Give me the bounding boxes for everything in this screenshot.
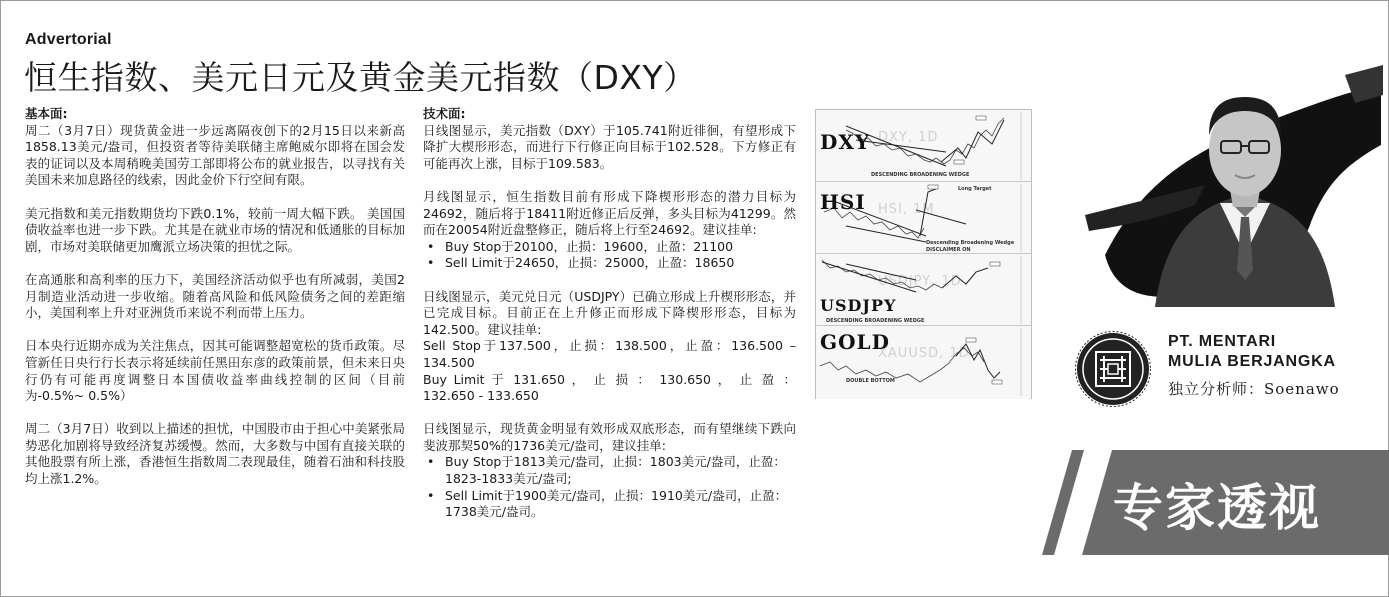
company-name: [1168, 332, 1336, 372]
order-item: • Sell Limit于24650，止损：25000，止盈：18650: [423, 255, 796, 272]
fundamentals-heading: 基本面:: [25, 106, 68, 121]
order-item: • Buy Stop于1813美元/盎司，止损：1803美元/盎司，止盈：1823-1833美元/盎司;: [423, 454, 796, 487]
order-item: • Buy Stop于20100，止损：19600，止盈：21100: [423, 239, 796, 256]
chart-note: DESCENDING BROADENING WEDGE: [826, 318, 925, 324]
chart-note: DESCENDING BROADENING WEDGE: [871, 172, 970, 178]
fundamentals-column: [25, 106, 405, 504]
chart-watermark: HSI, 1M: [878, 202, 935, 217]
kicker: Advertorial: [25, 31, 112, 48]
fundamentals-paragraph: 周二（3月7日）现货黄金进一步远离隔夜创下的2月15日以来新高1858.13美元/盎司，但投资者等待美联储主席鲍威尔即将在国会发表的证词以及本周稍晚美国劳工部即将公布的就业报告，以寻找有关美国未来加息路径的线索，因此金价下行空间有限。: [25, 122, 405, 188]
usdjpy-chart: [816, 254, 1031, 326]
chart-note: DOUBLE BOTTOM: [846, 378, 895, 384]
gold-orders: [423, 454, 796, 520]
fundamentals-paragraph: 在高通胀和高利率的压力下，美国经济活动似乎也有所减弱，美国2月制造业活动进一步收缩。随着高风险和低风险债务之间的差距缩小，美国利率上升对亚洲货币来说不利而带上压力。: [25, 271, 405, 321]
dxy-chart: [816, 110, 1031, 182]
chart-watermark: XAUUSD, 1D: [878, 346, 970, 361]
technicals-heading: 技术面:: [423, 106, 466, 121]
hsi-orders: [423, 239, 796, 272]
headline: 恒生指数、美元日元及黄金美元指数（DXY）: [24, 58, 697, 97]
chart-label: HSI: [820, 190, 866, 214]
order-item: • Sell Limit于1900美元/盎司，止损：1910美元/盎司，止盈：1738美元/盎司。: [423, 488, 796, 521]
gold-chart: [816, 326, 1031, 399]
chart-label: USDJPY: [820, 296, 897, 315]
fundamentals-paragraph: 日本央行近期亦成为关注焦点，因其可能调整超宽松的货币政策。尽管新任日央行行长表示将延续前任黑田东彦的政策前景，但未来日央行仍有可能再度调整日本国债收益率曲线控制的区间（目前为-0.5%~ 0.5%）: [25, 338, 405, 404]
hsi-chart: [816, 182, 1031, 254]
chart-note: Descending Broadening Wedge: [926, 240, 1015, 246]
chart-thumbnails: [815, 109, 1032, 399]
chart-note: DISCLAIMER ON: [926, 247, 971, 253]
usdjpy-order: Buy Limit 于 131.650 ， 止 损 ： 130.650 ， 止 盈 ： 132.650 - 133.650: [423, 371, 796, 404]
gold-analysis: 日线图显示，现货黄金明显有效形成双底形态，而有望继续下跌向斐波那契50%的1736美元/盎司，建议挂单:: [423, 421, 796, 453]
analyst-credit: 独立分析师：Soenawo: [1168, 380, 1340, 398]
chart-label: GOLD: [820, 330, 890, 354]
hsi-analysis: 月线图显示，恒生指数目前有形成下降楔形形态的潜力目标为24692，随后将于18411附近修正后反弹，多头目标为41299。然而在20054附近盘整修正，随后将上行至24692。建议挂单:: [423, 188, 796, 238]
chart-watermark: USDJPY, 1D: [878, 274, 962, 289]
dxy-analysis: 日线图显示，美元指数（DXY）于105.741附近徘徊，有望形成下降扩大楔形形态，而进行下行修正向目标于102.528。下方修正有可能再次上涨，目标于109.583。: [423, 122, 796, 171]
usdjpy-chart-plot: [816, 254, 1031, 326]
technicals-column: [423, 106, 796, 537]
fundamentals-paragraph: 周二（3月7日）收到以上描述的担忧，中国股市由于担心中美紧张局势恶化加剧将导致经济复苏缓慢。然而，大多数与中国有直接关联的其他股票有所上涨，香港恒生指数周二表现最佳，随着石油和科技股均上涨1.2%。: [25, 421, 405, 487]
chart-label: DXY: [820, 130, 871, 154]
company-name-line: MULIA BERJANGKA: [1168, 353, 1336, 370]
analyst-photo: [1085, 55, 1385, 307]
banner-title: 专家透视: [1113, 479, 1321, 537]
chart-watermark: DXY, 1D: [878, 130, 939, 145]
fundamentals-paragraph: 美元指数和美元指数期货均下跌0.1%，较前一周大幅下跌。 美国国债收益率也进一步下跌。尤其是在就业市场的情况和低通胀的目标加剧，市场对美联储更加鹰派立场决策的担忧之际。: [25, 205, 405, 254]
usdjpy-order: Sell Stop于137.500，止损：138.500，止盈：136.500 – 134.500: [423, 338, 796, 370]
usdjpy-analysis: 日线图显示，美元兑日元（USDJPY）已确立形成上升楔形形态，并已完成目标。目前正在上升修正而形成下降楔形形态，目标为142.500。建议挂单:: [423, 288, 796, 337]
company-logo: [1074, 330, 1152, 408]
company-name-line: PT. MENTARI: [1168, 333, 1277, 350]
chart-note: Long Target: [958, 186, 992, 192]
